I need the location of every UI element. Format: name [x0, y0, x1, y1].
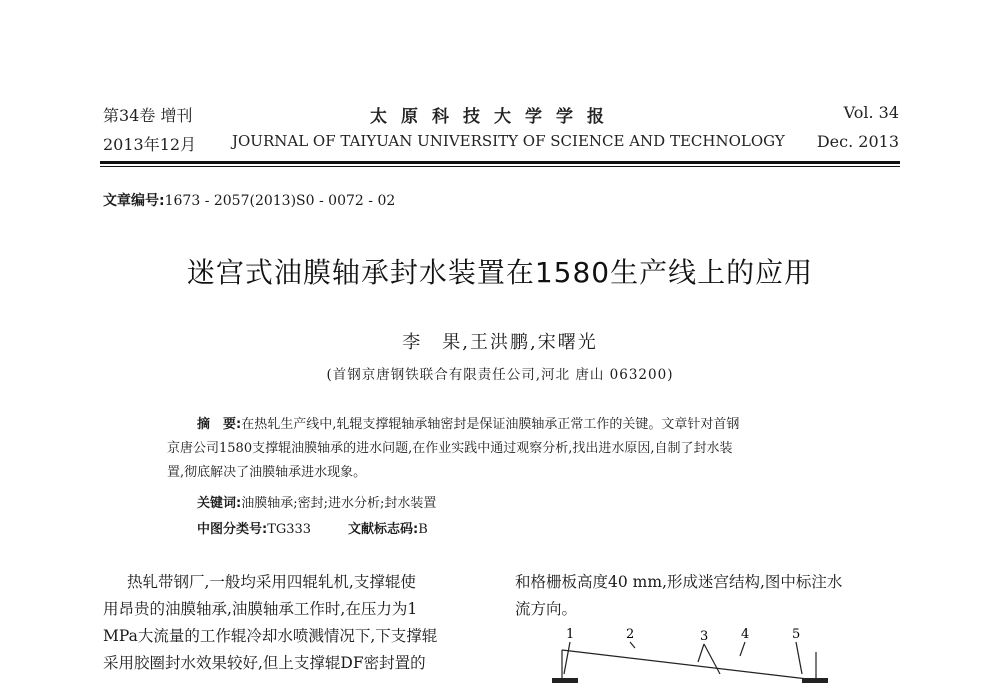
- figure-label-3: 3: [700, 629, 709, 644]
- leader-line-2: [630, 642, 635, 648]
- figure-label-1: 1: [566, 627, 575, 642]
- body-right-line-2: 流方向。: [515, 600, 578, 618]
- journal-title-en: JOURNAL OF TAIYUAN UNIVERSITY OF SCIENCE AND TECHNOLOGY: [232, 132, 785, 150]
- figure-label-5: 5: [792, 627, 801, 642]
- keywords-value: 油膜轴承;密封;进水分析;封水装置: [241, 496, 437, 511]
- keywords: [197, 492, 436, 511]
- abstract-line-2: 京唐公司1580支撑辊油膜轴承的进水问题,在作业实践中通过观察分析,找出进水原因,自制了封水装: [167, 441, 733, 456]
- authors: 李 果,王洪鹏,宋曙光: [402, 332, 598, 353]
- figure-label-2: 2: [626, 627, 635, 642]
- date-en: Dec. 2013: [816, 132, 899, 151]
- abstract-line-3: 置,彻底解决了油膜轴承进水现象。: [167, 465, 367, 480]
- volume-issue-cn: 第34卷 增刊: [103, 106, 193, 125]
- base-block-right: [802, 678, 828, 683]
- header-rule-thin: [100, 166, 900, 167]
- leader-line-4: [740, 642, 745, 656]
- header-rule-thick: [100, 161, 900, 164]
- keywords-label: 关键词:: [197, 496, 242, 511]
- figure-diagram: [540, 622, 840, 683]
- structure-line: [562, 650, 816, 680]
- body-left-line-4: 采用胶圈封水效果较好,但上支撑辊DF密封置的: [103, 654, 426, 672]
- leader-line-3b: [704, 644, 720, 674]
- body-right-line-1: 和格栅板高度40 mm,形成迷宫结构,图中标注水: [515, 573, 843, 591]
- volume-en: Vol. 34: [843, 103, 899, 122]
- abstract-line-1: 摘 要:在热轧生产线中,轧辊支撑辊轴承轴密封是保证油膜轴承正常工作的关键。文章针对首钢: [197, 417, 740, 432]
- doc-code-label: 文献标志码:: [348, 522, 419, 537]
- clc-value: TG333: [267, 522, 312, 537]
- body-left-line-1: 热轧带钢厂,一般均采用四辊轧机,支撑辊使: [127, 573, 416, 591]
- body-left-line-2: 用昂贵的油膜轴承,油膜轴承工作时,在压力为1: [103, 600, 418, 618]
- paper-title: 迷宫式油膜轴承封水装置在1580生产线上的应用: [186, 256, 814, 289]
- date-cn: 2013年12月: [103, 135, 197, 154]
- article-number: [103, 190, 395, 210]
- figure-label-4: 4: [741, 627, 750, 642]
- document-code: [348, 518, 428, 537]
- journal-title-cn: 太原科技大学学报: [370, 107, 618, 127]
- base-block-left: [552, 678, 578, 683]
- leader-line-1: [564, 642, 570, 674]
- leader-line-5: [796, 642, 802, 674]
- abstract-label: 摘 要:: [197, 417, 242, 432]
- leader-line-3a: [698, 644, 704, 662]
- doc-code-value: B: [418, 522, 428, 537]
- body-left-line-3: MPa大流量的工作辊冷却水喷溅情况下,下支撑辊: [103, 627, 438, 645]
- clc-number: [197, 518, 311, 537]
- article-number-label: 文章编号:: [103, 193, 165, 209]
- article-number-value: 1673 - 2057(2013)S0 - 0072 - 02: [164, 193, 396, 209]
- affiliation: (首钢京唐钢铁联合有限责任公司,河北 唐山 063200): [326, 367, 674, 383]
- clc-label: 中图分类号:: [197, 522, 268, 537]
